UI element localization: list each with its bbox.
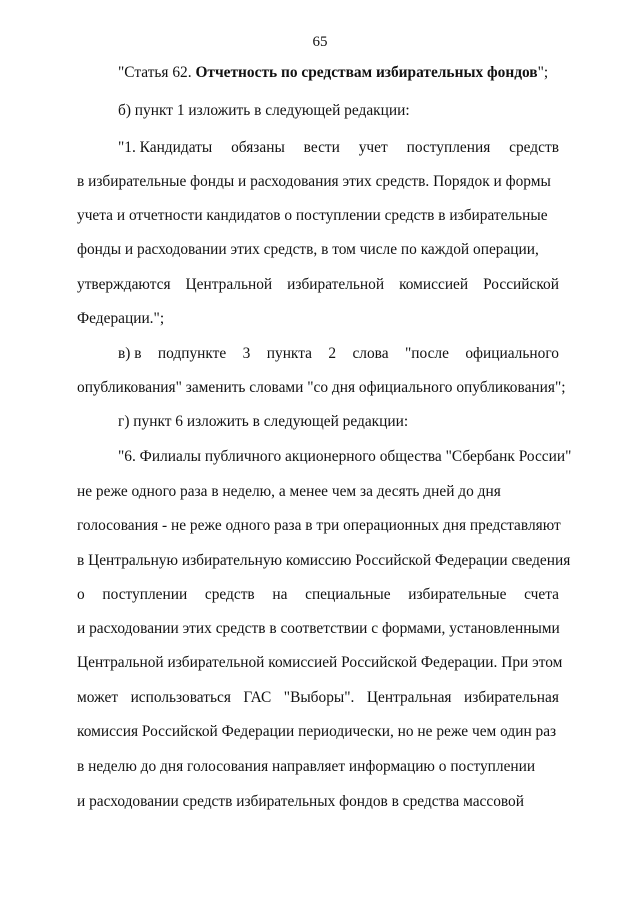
heading-bold-title: Отчетность по средствам избирательных фондов: [195, 64, 538, 81]
word: "Выборы".: [283, 689, 355, 706]
word: избирательная: [464, 689, 559, 706]
word: избирательной: [287, 276, 385, 293]
word: подпункте: [157, 345, 227, 362]
word: специальные: [305, 586, 391, 603]
text-line-16: [77, 585, 559, 605]
text-line-9: [118, 344, 559, 364]
heading-suffix: ";: [537, 64, 549, 81]
word: учет: [358, 139, 388, 156]
text-line-5: учета и отчетности кандидатов о поступлении средств в избирательные: [77, 207, 548, 224]
word: использоваться: [130, 689, 231, 706]
text-line-15: в Центральную избирательную комиссию Российской Федерации сведения: [77, 552, 571, 569]
text-line-10: опубликования" заменить словами "со дня официального опубликования";: [77, 379, 566, 396]
text-line-11: г) пункт 6 изложить в следующей редакции:: [118, 413, 409, 430]
word: средств: [204, 586, 255, 603]
text-line-4: в избирательные фонды и расходования этих средств. Порядок и формы: [77, 173, 551, 190]
word: утверждаются: [77, 276, 171, 293]
word: Центральная: [366, 689, 452, 706]
text-line-22: и расходовании средств избирательных фондов в средства массовой: [77, 793, 524, 810]
text-line-19: [77, 688, 559, 708]
word: "1. Кандидаты: [118, 139, 213, 156]
word: Центральной: [185, 276, 273, 293]
word: 2: [328, 345, 337, 362]
word: обязаны: [231, 139, 285, 156]
word: Российской: [483, 276, 559, 293]
word: 3: [242, 345, 251, 362]
article-heading: [118, 63, 548, 83]
word: избирательные: [408, 586, 507, 603]
page-number: 65: [312, 34, 328, 50]
text-line-14: голосования - не реже одного раза в три операционных дня представляют: [77, 517, 561, 534]
word: о: [77, 586, 85, 603]
text-line-12: "6. Филиалы публичного акционерного общества "Сбербанк России": [118, 448, 572, 465]
text-line-8: Федерации.";: [77, 310, 165, 327]
word: поступления: [406, 139, 491, 156]
word: ГАС: [243, 689, 272, 706]
text-line-13: не реже одного раза в неделю, а менее чем за десять дней до дня: [77, 483, 501, 500]
text-line-21: в неделю до дня голосования направляет информацию о поступлении: [77, 758, 536, 775]
text-line-3: [118, 138, 559, 158]
word: на: [272, 586, 288, 603]
text-line-17: и расходовании этих средств в соответствии с формами, установленными: [77, 620, 560, 637]
heading-prefix: "Статья 62.: [118, 64, 196, 81]
word: вести: [303, 139, 340, 156]
word: поступлении: [102, 586, 188, 603]
text-line-2: б) пункт 1 изложить в следующей редакции:: [118, 102, 410, 119]
text-line-18: Центральной избирательной комиссией Российской Федерации. При этом: [77, 654, 563, 671]
word: слова: [352, 345, 389, 362]
word: счета: [524, 586, 559, 603]
text-line-20: комиссия Российской Федерации периодически, но не реже чем один раз: [77, 723, 557, 740]
text-line-7: [77, 275, 559, 295]
word: комиссией: [399, 276, 469, 293]
text-line-6: фонды и расходовании этих средств, в том числе по каждой операции,: [77, 241, 539, 258]
word: "после: [404, 345, 449, 362]
word: средств: [509, 139, 559, 156]
word: официального: [465, 345, 559, 362]
word: может: [77, 689, 119, 706]
word: в) в: [118, 345, 142, 362]
word: пункта: [266, 345, 312, 362]
